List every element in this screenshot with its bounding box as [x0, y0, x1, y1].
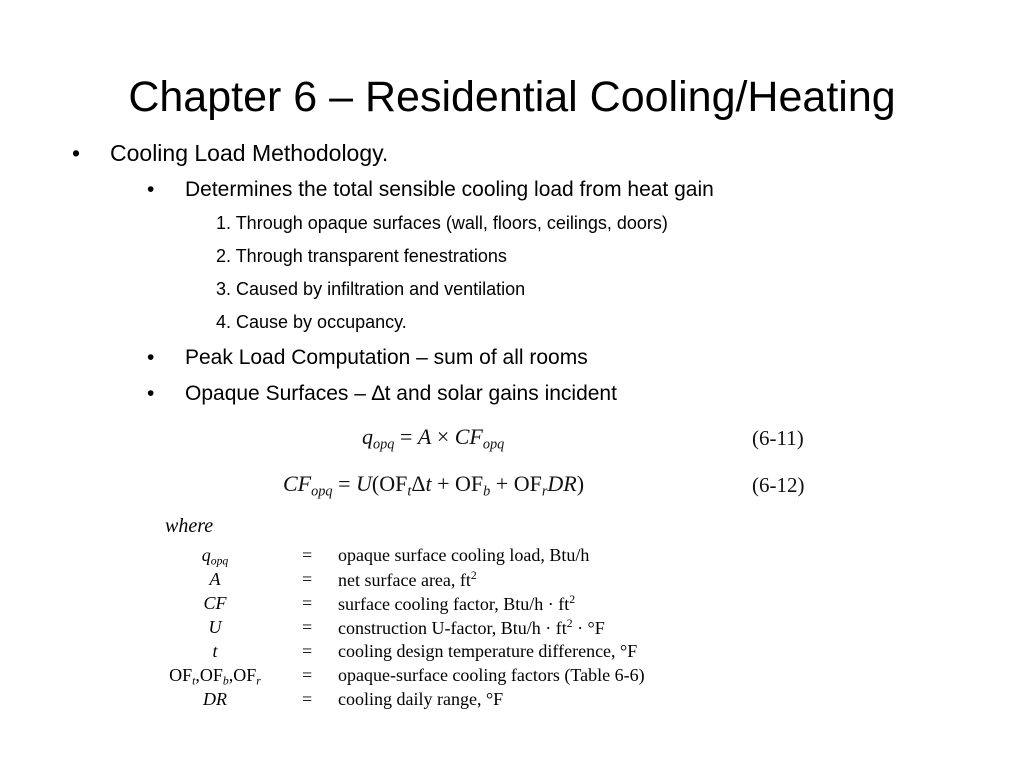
- definition-symbol: t: [212, 641, 218, 661]
- list-item-text: 2. Through transparent fenestrations: [216, 246, 507, 266]
- bullet-cooling-load-methodology: [72, 140, 389, 167]
- list-item-text: 3. Caused by infiltration and ventilation: [216, 279, 526, 299]
- list-item-occupancy: [216, 312, 407, 333]
- definition-symbol: CF: [203, 593, 227, 613]
- bullet-text: Cooling Load Methodology.: [110, 140, 389, 166]
- definition-description: surface cooling factor, Btu/h · ft: [338, 594, 570, 615]
- definition-equals: =: [302, 665, 313, 685]
- definition-equals: =: [302, 593, 313, 613]
- bullet-peak-load: [147, 346, 588, 370]
- definition-equals: =: [302, 545, 313, 565]
- slide-title: Chapter 6 – Residential Cooling/Heating: [128, 73, 896, 121]
- definition-symbol: DR: [203, 689, 227, 709]
- bullet-opaque-surfaces: [147, 382, 617, 406]
- bullet-sensible-cooling-load: [147, 178, 714, 202]
- definition-description: cooling design temperature difference, °F: [338, 641, 638, 661]
- bullet-dot: •: [147, 178, 155, 201]
- equation-number-6-12: (6-12): [752, 473, 805, 497]
- definition-equals: =: [302, 617, 313, 637]
- equation-6-12: $CF_{opq} = U(OF_t\Delta t + OF_b + OF_rDR)$: [283, 471, 585, 500]
- equation-number-6-11: (6-11): [752, 426, 804, 450]
- definition-symbol: U: [208, 617, 222, 637]
- definition-description: opaque-surface cooling factors (Table 6-6): [338, 665, 645, 685]
- definition-equals: =: [302, 641, 313, 661]
- list-item-fenestrations: [216, 246, 507, 267]
- bullet-dot: •: [147, 382, 155, 405]
- definition-symbol: A: [209, 569, 221, 589]
- definition-symbol: $q_{opq}$: [201, 545, 229, 568]
- equation-6-11: $q_{opq} = A \times CF_{opq}$: [362, 424, 505, 453]
- list-item-text: 4. Cause by occupancy.: [216, 312, 407, 332]
- list-item-infiltration: [216, 279, 525, 300]
- bullet-text: Determines the total sensible cooling load from heat gain: [185, 178, 714, 201]
- bullet-text: Opaque Surfaces – ∆t and solar gains incident: [185, 382, 617, 405]
- definition-description: net surface area, ft: [338, 570, 471, 591]
- definition-equals: =: [302, 689, 313, 709]
- bullet-dot: •: [147, 346, 155, 369]
- definition-description: construction U-factor, Btu/h · ft: [338, 618, 567, 639]
- definition-equals: =: [302, 569, 313, 589]
- where-label: where: [165, 515, 214, 537]
- definition-description: opaque surface cooling load, Btu/h: [338, 545, 590, 565]
- definition-description-wrapper: construction U-factor, $Btu/h \cdot ft^2 \cdot ^\circ F$: [338, 617, 605, 639]
- definition-symbol: $OF_t,OF_b,OF_r$: [169, 665, 261, 688]
- definition-description-wrapper: net surface area, $ft^2$: [338, 569, 477, 591]
- bullet-text: Peak Load Computation – sum of all rooms: [185, 346, 588, 369]
- list-item-text: 1. Through opaque surfaces (wall, floors, ceilings, doors): [216, 213, 668, 233]
- list-item-opaque-surfaces: [216, 213, 668, 234]
- definition-description: cooling daily range, °F: [338, 689, 504, 709]
- bullet-dot: •: [72, 140, 81, 166]
- definition-description-wrapper: surface cooling factor, $Btu/h \cdot ft^2$: [338, 593, 576, 615]
